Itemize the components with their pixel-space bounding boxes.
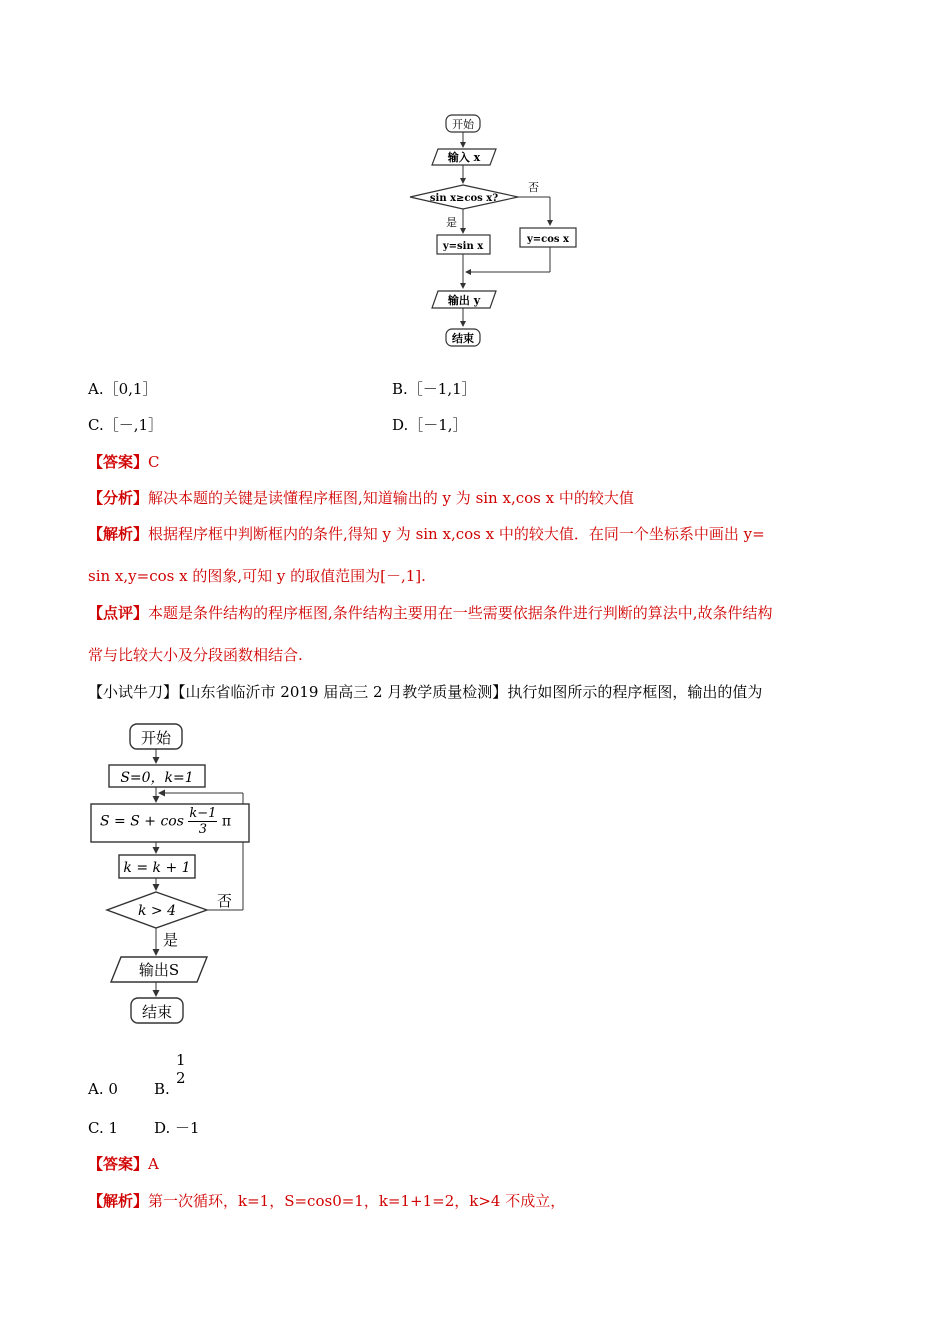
fc2-update-s-pi: π	[221, 813, 232, 830]
flowchart-2	[85, 718, 260, 1033]
q2-option-b-label: B.	[154, 1080, 170, 1098]
q2-heading-tag1: 【小试牛刀】	[88, 683, 179, 701]
q1-solution-text1: 根据程序框中判断框内的条件,得知 y 为 sin x,cos x 中的较大值．在同一个坐标系中画出 y=	[148, 525, 765, 543]
q2-heading-text: 执行如图所示的程序框图，输出的值为	[507, 683, 763, 701]
q2-heading-tag2: 【山东省临沂市 2019 届高三 2 月教学质量检测】	[178, 683, 508, 701]
fc2-yes-label: 是	[163, 931, 179, 949]
flowchart-1	[400, 105, 600, 355]
fc2-update-k-text: k = k + 1	[123, 860, 191, 876]
q1-analysis	[88, 488, 634, 508]
fc1-branch-no-text: y=cos x	[526, 234, 570, 245]
q1-option-d: D.［－1,］	[392, 416, 468, 434]
q1-analysis-text: 解决本题的关键是读懂程序框图,知道输出的 y 为 sin x,cos x 中的较大值	[148, 489, 634, 507]
fc2-decision-text: k > 4	[137, 903, 177, 919]
q2-solution-tag: 【解析】	[88, 1192, 149, 1210]
q1-answer	[88, 452, 160, 472]
q2-option-d: D. －1	[154, 1119, 200, 1137]
q2-option-b-fraction	[175, 1051, 187, 1087]
fc1-branch-yes-text: y=sin x	[442, 241, 484, 252]
fc2-start-text: 开始	[140, 729, 172, 747]
q2-answer-tag: 【答案】	[88, 1155, 149, 1173]
fc1-start-text: 开始	[452, 118, 474, 131]
q1-comment-tag: 【点评】	[88, 604, 149, 622]
fc2-no-label: 否	[217, 892, 233, 910]
fc1-decision-text: sin x≥cos x?	[429, 193, 499, 204]
q1-comment-line1	[88, 603, 773, 623]
q1-comment-text1: 本题是条件结构的程序框图,条件结构主要用在一些需要依据条件进行判断的算法中,故条件结构	[148, 604, 773, 622]
fc2-end-text: 结束	[141, 1003, 173, 1021]
q1-answer-tag: 【答案】	[88, 453, 149, 471]
fc2-update-s-formula	[100, 806, 231, 837]
fc2-init-text: S=0，k=1	[120, 770, 194, 786]
fc2-output-text: 输出S	[138, 961, 180, 979]
q1-answer-value: C	[148, 453, 160, 471]
fc1-no-label: 否	[528, 181, 539, 194]
fc1-yes-label: 是	[446, 216, 457, 229]
q1-analysis-tag: 【分析】	[88, 489, 149, 507]
q2-solution-text: 第一次循环，k=1，S=cos0=1，k=1+1=2，k>4 不成立，	[148, 1192, 566, 1210]
q2-solution	[88, 1191, 565, 1211]
q2-answer-value: A	[148, 1155, 159, 1173]
q1-solution-tag: 【解析】	[88, 525, 149, 543]
q1-option-c: C.［－,1］	[88, 416, 164, 434]
q1-option-b: B.［－1,1］	[392, 380, 477, 398]
q1-comment-line2: 常与比较大小及分段函数相结合.	[88, 646, 303, 664]
fc2-update-s-num: k−1	[189, 806, 217, 821]
q1-option-a: A.［0,1］	[88, 380, 158, 398]
q2-heading	[88, 682, 762, 702]
q2-answer	[88, 1154, 159, 1174]
fc1-end-text: 结束	[452, 332, 474, 345]
q2-option-a: A. 0	[88, 1080, 118, 1098]
q1-solution-line2: sin x,y=cos x 的图象,可知 y 的取值范围为[－,1].	[88, 567, 426, 585]
fc1-output-text: 输出 y	[447, 294, 481, 307]
q2-option-b-den: 2	[176, 1069, 186, 1087]
q2-option-b-num: 1	[176, 1051, 186, 1069]
fc2-update-s-prefix: S = S + cos	[100, 813, 184, 830]
q1-solution-line1	[88, 524, 765, 544]
fc2-update-s-den: 3	[198, 822, 208, 837]
q2-option-c: C. 1	[88, 1119, 119, 1137]
fc1-input-text: 输入 x	[447, 151, 481, 164]
